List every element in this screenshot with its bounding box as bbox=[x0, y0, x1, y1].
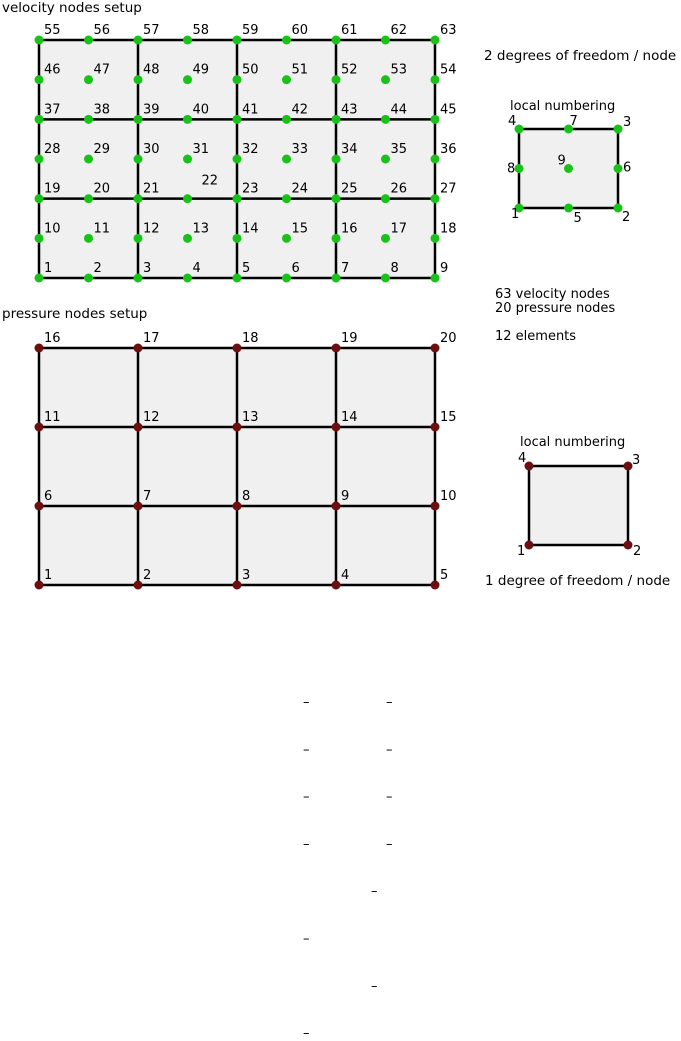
velocity-node bbox=[332, 155, 341, 164]
velocity-grid bbox=[35, 23, 457, 283]
velocity-node bbox=[84, 274, 93, 283]
pressure-node bbox=[233, 502, 242, 511]
pressure-node-label: 10 bbox=[440, 489, 457, 504]
velocity-node bbox=[381, 115, 390, 124]
velocity-node-label: 2 bbox=[93, 261, 102, 276]
element-count: 12 elements bbox=[495, 329, 577, 344]
velocity-node bbox=[233, 36, 242, 45]
pressure-local-node bbox=[624, 541, 633, 550]
pressure-dof-note: 1 degree of freedom / node bbox=[485, 573, 671, 589]
velocity-node-label: 5 bbox=[242, 261, 251, 276]
velocity-node bbox=[84, 155, 93, 164]
dash-mark: – bbox=[303, 789, 310, 805]
velocity-local-title: local numbering bbox=[510, 99, 616, 114]
velocity-node-label: 34 bbox=[341, 142, 358, 157]
velocity-local-label: 6 bbox=[623, 160, 632, 176]
velocity-node-label: 14 bbox=[242, 221, 259, 237]
velocity-node-label: 60 bbox=[291, 23, 309, 38]
velocity-node bbox=[332, 36, 341, 45]
velocity-node-label: 46 bbox=[44, 62, 61, 78]
velocity-node bbox=[183, 234, 192, 243]
velocity-node bbox=[381, 75, 390, 84]
pressure-node-label: 11 bbox=[44, 410, 61, 425]
dash-mark: – bbox=[386, 695, 393, 710]
velocity-node-label: 22 bbox=[201, 173, 219, 189]
velocity-node-label: 55 bbox=[44, 23, 61, 38]
velocity-node-label: 15 bbox=[291, 221, 309, 237]
velocity-node-label: 59 bbox=[242, 23, 259, 38]
velocity-node bbox=[134, 194, 143, 203]
pressure-node-label: 7 bbox=[143, 489, 152, 504]
velocity-node-label: 37 bbox=[44, 102, 61, 118]
dash-mark: – bbox=[371, 884, 378, 900]
pressure-node bbox=[431, 344, 440, 353]
velocity-local-label: 1 bbox=[511, 207, 520, 222]
velocity-node-label: 35 bbox=[390, 142, 408, 157]
velocity-node bbox=[233, 194, 242, 203]
velocity-node bbox=[332, 234, 341, 243]
velocity-node-label: 61 bbox=[341, 23, 358, 38]
dash-mark: – bbox=[386, 789, 393, 805]
velocity-node-label: 43 bbox=[341, 102, 358, 118]
dash-mark: – bbox=[386, 836, 393, 852]
pressure-local-label: 3 bbox=[632, 453, 641, 468]
pressure-node-label: 19 bbox=[341, 331, 358, 346]
pressure-node-label: 8 bbox=[242, 489, 251, 504]
velocity-node-label: 3 bbox=[143, 261, 152, 276]
velocity-node bbox=[183, 194, 192, 203]
pressure-local-label: 1 bbox=[517, 544, 526, 559]
velocity-node-label: 29 bbox=[93, 142, 111, 157]
velocity-node bbox=[233, 115, 242, 124]
velocity-local-label: 9 bbox=[557, 153, 566, 169]
velocity-dof-note: 2 degrees of freedom / node bbox=[484, 48, 677, 64]
velocity-node bbox=[381, 194, 390, 203]
velocity-node-label: 12 bbox=[143, 221, 160, 237]
pressure-node bbox=[332, 581, 341, 590]
pressure-node-label: 1 bbox=[44, 568, 53, 583]
velocity-node-label: 19 bbox=[44, 181, 61, 197]
velocity-node-label: 33 bbox=[291, 142, 309, 157]
velocity-node-label: 23 bbox=[242, 181, 259, 197]
velocity-node-label: 11 bbox=[93, 221, 111, 237]
pressure-node-label: 5 bbox=[440, 568, 449, 583]
velocity-node bbox=[134, 274, 143, 283]
velocity-local-label: 3 bbox=[623, 115, 632, 130]
velocity-node bbox=[381, 274, 390, 283]
velocity-node-label: 49 bbox=[192, 62, 210, 78]
velocity-node-label: 41 bbox=[242, 102, 259, 118]
velocity-node-label: 8 bbox=[390, 261, 399, 276]
velocity-node bbox=[134, 155, 143, 164]
pressure-node-label: 20 bbox=[440, 331, 457, 346]
dash-mark: – bbox=[303, 695, 310, 710]
velocity-local-node bbox=[564, 204, 573, 213]
velocity-local-label: 4 bbox=[508, 114, 517, 129]
velocity-local-label: 7 bbox=[569, 114, 578, 129]
pressure-node bbox=[35, 581, 44, 590]
velocity-node bbox=[431, 194, 440, 203]
velocity-node bbox=[332, 274, 341, 283]
velocity-node-label: 44 bbox=[390, 102, 408, 118]
pressure-node-label: 15 bbox=[440, 410, 457, 425]
pressure-node bbox=[233, 344, 242, 353]
velocity-node-label: 16 bbox=[341, 221, 358, 237]
pressure-node bbox=[35, 344, 44, 353]
velocity-node bbox=[84, 194, 93, 203]
velocity-node bbox=[183, 274, 192, 283]
velocity-node-label: 62 bbox=[390, 23, 408, 38]
pressure-node bbox=[134, 344, 143, 353]
velocity-node-count: 63 velocity nodes bbox=[495, 287, 610, 302]
velocity-node bbox=[84, 36, 93, 45]
dash-marks bbox=[303, 695, 393, 1041]
velocity-node-label: 26 bbox=[390, 181, 408, 197]
velocity-node bbox=[183, 75, 192, 84]
velocity-node-label: 1 bbox=[44, 261, 53, 276]
pressure-title: pressure nodes setup bbox=[2, 306, 148, 322]
velocity-node bbox=[134, 115, 143, 124]
velocity-node bbox=[431, 75, 440, 84]
velocity-node-label: 53 bbox=[390, 62, 408, 78]
velocity-local-node bbox=[614, 164, 623, 173]
dash-mark: – bbox=[303, 742, 310, 758]
velocity-node-label: 17 bbox=[390, 221, 408, 237]
velocity-local-node bbox=[515, 164, 524, 173]
velocity-node bbox=[381, 36, 390, 45]
pressure-node bbox=[35, 423, 44, 432]
velocity-node bbox=[381, 234, 390, 243]
velocity-local-label: 5 bbox=[573, 211, 582, 226]
velocity-node-label: 18 bbox=[440, 221, 457, 237]
pressure-node-label: 13 bbox=[242, 410, 259, 425]
velocity-node-label: 25 bbox=[341, 181, 358, 197]
velocity-node bbox=[381, 155, 390, 164]
velocity-node-label: 51 bbox=[291, 62, 309, 78]
velocity-node bbox=[282, 36, 291, 45]
velocity-local-element bbox=[507, 114, 631, 226]
velocity-node bbox=[84, 234, 93, 243]
velocity-node bbox=[233, 234, 242, 243]
velocity-node bbox=[233, 75, 242, 84]
pressure-node bbox=[134, 423, 143, 432]
pressure-node bbox=[134, 502, 143, 511]
velocity-node bbox=[35, 36, 44, 45]
velocity-node bbox=[282, 155, 291, 164]
velocity-node bbox=[35, 234, 44, 243]
velocity-node bbox=[183, 155, 192, 164]
pressure-grid bbox=[35, 331, 457, 590]
pressure-node bbox=[332, 502, 341, 511]
pressure-node bbox=[233, 581, 242, 590]
pressure-node-label: 3 bbox=[242, 568, 251, 583]
pressure-node bbox=[431, 581, 440, 590]
velocity-node-label: 56 bbox=[93, 23, 111, 38]
velocity-node bbox=[84, 115, 93, 124]
velocity-node bbox=[134, 234, 143, 243]
velocity-node-label: 57 bbox=[143, 23, 160, 38]
dash-mark: – bbox=[303, 1026, 310, 1041]
velocity-node bbox=[233, 155, 242, 164]
pressure-node bbox=[35, 502, 44, 511]
velocity-node-label: 21 bbox=[143, 181, 160, 197]
pressure-node-label: 2 bbox=[143, 568, 152, 583]
velocity-node-label: 24 bbox=[291, 181, 309, 197]
velocity-node-label: 4 bbox=[192, 261, 201, 276]
velocity-node bbox=[35, 75, 44, 84]
velocity-node bbox=[431, 155, 440, 164]
pressure-node-label: 14 bbox=[341, 410, 358, 425]
velocity-node bbox=[134, 36, 143, 45]
pressure-local-title: local numbering bbox=[520, 435, 626, 450]
velocity-node bbox=[332, 194, 341, 203]
velocity-node bbox=[282, 194, 291, 203]
pressure-node-label: 17 bbox=[143, 331, 160, 346]
pressure-node-label: 6 bbox=[44, 489, 53, 504]
pressure-node-label: 16 bbox=[44, 331, 61, 346]
velocity-node-label: 10 bbox=[44, 221, 61, 237]
velocity-node bbox=[183, 115, 192, 124]
velocity-node-label: 9 bbox=[440, 261, 449, 276]
pressure-node bbox=[431, 423, 440, 432]
pressure-node-label: 4 bbox=[341, 568, 350, 583]
velocity-node-label: 58 bbox=[192, 23, 210, 38]
dash-mark: – bbox=[303, 931, 310, 947]
velocity-node bbox=[282, 115, 291, 124]
velocity-node-label: 52 bbox=[341, 62, 358, 78]
dash-mark: – bbox=[386, 742, 393, 758]
velocity-node-label: 38 bbox=[93, 102, 111, 118]
pressure-node bbox=[134, 581, 143, 590]
velocity-node-label: 40 bbox=[192, 102, 210, 118]
velocity-node bbox=[35, 194, 44, 203]
velocity-node bbox=[282, 274, 291, 283]
velocity-node bbox=[134, 75, 143, 84]
velocity-node-label: 28 bbox=[44, 142, 61, 157]
velocity-node-label: 45 bbox=[440, 102, 457, 118]
velocity-node-label: 13 bbox=[192, 221, 210, 237]
velocity-node bbox=[431, 234, 440, 243]
pressure-node-label: 18 bbox=[242, 331, 259, 346]
velocity-node-label: 31 bbox=[192, 142, 210, 157]
velocity-node bbox=[431, 274, 440, 283]
velocity-node-label: 42 bbox=[291, 102, 309, 118]
dash-mark: – bbox=[303, 836, 310, 852]
velocity-node-label: 36 bbox=[440, 142, 457, 157]
pressure-node bbox=[431, 502, 440, 511]
pressure-local-node bbox=[525, 541, 534, 550]
pressure-local-element bbox=[517, 451, 641, 559]
velocity-node-label: 39 bbox=[143, 102, 160, 118]
pressure-local-label: 4 bbox=[518, 451, 527, 466]
velocity-node bbox=[282, 75, 291, 84]
velocity-node-label: 50 bbox=[242, 62, 259, 78]
velocity-node-label: 32 bbox=[242, 142, 259, 157]
velocity-node-label: 47 bbox=[93, 62, 111, 78]
velocity-local-label: 2 bbox=[622, 210, 631, 225]
pressure-node-label: 9 bbox=[341, 489, 350, 504]
pressure-local-label: 2 bbox=[633, 544, 642, 559]
velocity-node bbox=[332, 75, 341, 84]
pressure-node bbox=[233, 423, 242, 432]
pressure-node-label: 12 bbox=[143, 410, 160, 425]
velocity-local-node bbox=[614, 125, 623, 134]
velocity-node-label: 54 bbox=[440, 62, 457, 78]
velocity-title: velocity nodes setup bbox=[2, 0, 142, 16]
pressure-node bbox=[332, 423, 341, 432]
dash-mark: – bbox=[371, 978, 378, 994]
velocity-node-label: 6 bbox=[291, 261, 300, 276]
velocity-node bbox=[35, 274, 44, 283]
velocity-node-label: 63 bbox=[440, 23, 457, 38]
velocity-node bbox=[233, 274, 242, 283]
pressure-local-square bbox=[529, 466, 628, 545]
velocity-node-label: 30 bbox=[143, 142, 160, 157]
velocity-node bbox=[332, 115, 341, 124]
velocity-node-label: 48 bbox=[143, 62, 160, 78]
velocity-node bbox=[84, 75, 93, 84]
velocity-local-label: 8 bbox=[507, 161, 516, 177]
velocity-node bbox=[282, 234, 291, 243]
velocity-node bbox=[431, 36, 440, 45]
velocity-node bbox=[431, 115, 440, 124]
velocity-node bbox=[35, 155, 44, 164]
velocity-node bbox=[183, 36, 192, 45]
velocity-node-label: 20 bbox=[93, 181, 111, 197]
pressure-node-count: 20 pressure nodes bbox=[495, 301, 616, 316]
velocity-node bbox=[35, 115, 44, 124]
pressure-node bbox=[332, 344, 341, 353]
velocity-node-label: 27 bbox=[440, 181, 457, 197]
velocity-node-label: 7 bbox=[341, 261, 350, 276]
